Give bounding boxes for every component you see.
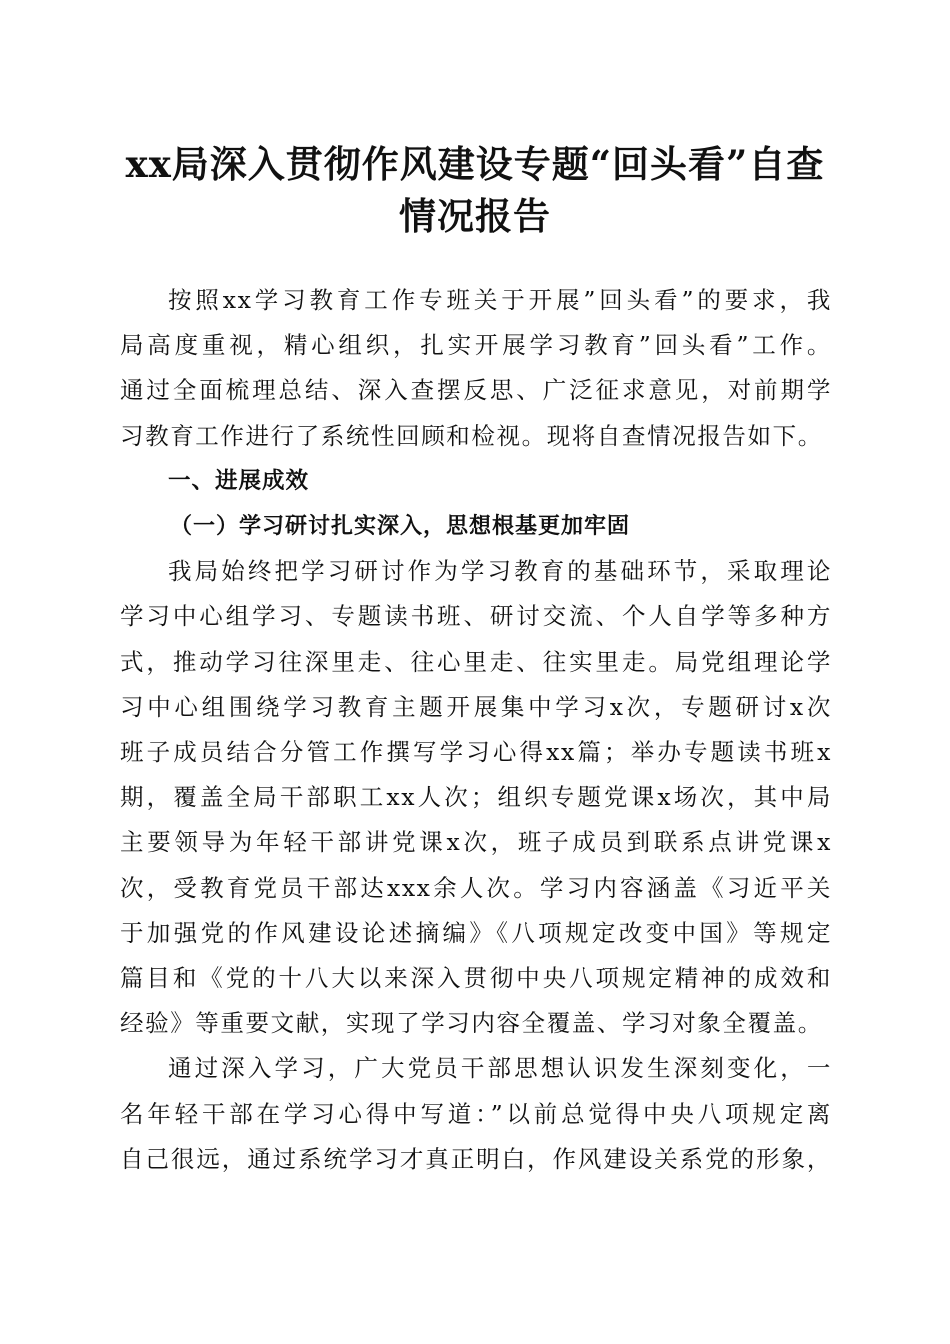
intro-paragraph <box>120 278 832 459</box>
text-line: 于加强党的作风建设论述摘编》《八项规定改变中国》等规定 <box>120 918 832 947</box>
section-heading: 一、进展成效 <box>168 467 310 494</box>
text-line: 学习中心组学习、专题读书班、研讨交流、个人自学等多种方 <box>120 602 832 631</box>
text-line: 篇目和《党的十八大以来深入贯彻中央八项规定精神的成效和 <box>120 964 832 993</box>
text-line: 通过全面梳理总结、深入查摆反思、广泛征求意见，对前期学 <box>120 376 832 405</box>
text-line: 班子成员结合分管工作撰写学习心得xx篇；举办专题读书班x <box>120 738 832 767</box>
text-line: 通过深入学习，广大党员干部思想认识发生深刻变化，一 <box>168 1054 832 1083</box>
document-title <box>100 138 850 242</box>
body-paragraph <box>120 549 832 1046</box>
text-line: 自己很远，通过系统学习才真正明白，作风建设关系党的形象， <box>120 1144 832 1173</box>
text-line: 局高度重视，精心组织，扎实开展学习教育”回头看”工作。 <box>120 331 832 360</box>
text-line: 主要领导为年轻干部讲党课x次，班子成员到联系点讲党课x <box>120 828 832 857</box>
text-line: 期，覆盖全局干部职工xx人次；组织专题党课x场次，其中局 <box>120 783 832 812</box>
text-line: 经验》等重要文献，实现了学习内容全覆盖、学习对象全覆盖。 <box>120 1009 823 1038</box>
subsection-heading: （一）学习研讨扎实深入，思想根基更加牢固 <box>170 513 631 540</box>
text-line: 习中心组围绕学习教育主题开展集中学习x次，专题研讨x次 <box>120 692 832 721</box>
text-line: 我局始终把学习研讨作为学习教育的基础环节，采取理论 <box>168 557 832 586</box>
title-line-1: xx局深入贯彻作风建设专题“回头看”自查 <box>125 142 825 186</box>
text-line: 次，受教育党员干部达xxx余人次。学习内容涵盖《习近平关 <box>120 873 832 902</box>
body-paragraph <box>120 1046 832 1182</box>
title-line-2: 情况报告 <box>399 194 551 238</box>
text-line: 按照xx学习教育工作专班关于开展”回头看”的要求，我 <box>168 286 832 314</box>
document-body <box>120 278 832 1182</box>
text-line: 名年轻干部在学习心得中写道：”以前总觉得中央八项规定离 <box>120 1099 832 1128</box>
text-line: 式，推动学习往深里走、往心里走、往实里走。局党组理论学 <box>120 647 832 676</box>
text-line: 习教育工作进行了系统性回顾和检视。现将自查情况报告如下。 <box>120 421 823 450</box>
